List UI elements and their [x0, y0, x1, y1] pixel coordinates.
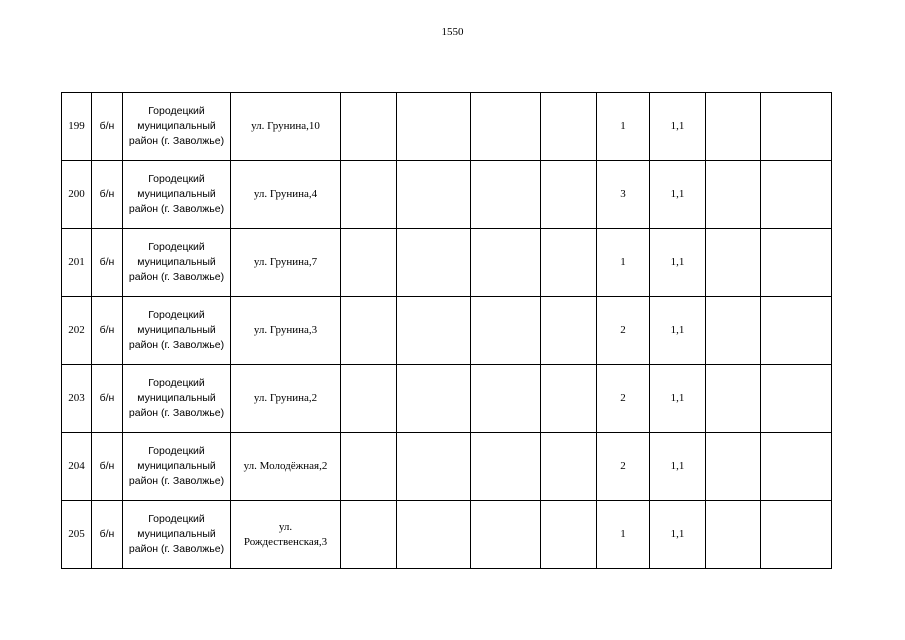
empty-cell [706, 433, 761, 501]
district-line: район (г. Заволжье) [128, 135, 225, 147]
address-line: ул. Грунина,3 [253, 324, 318, 336]
row-number: 204 [62, 433, 92, 501]
district-line: Городецкий [148, 513, 205, 525]
district-cell [123, 161, 231, 229]
empty-cell [761, 365, 832, 433]
district-line: муниципальный [137, 324, 216, 336]
empty-cell [471, 365, 541, 433]
table-row [62, 297, 832, 365]
empty-cell [471, 93, 541, 161]
count-cell: 2 [597, 433, 650, 501]
district-line: муниципальный [137, 188, 216, 200]
empty-cell [397, 93, 471, 161]
row-code: б/н [92, 161, 123, 229]
empty-cell [541, 501, 597, 569]
district-line: район (г. Заволжье) [128, 475, 225, 487]
row-number: 202 [62, 297, 92, 365]
empty-cell [541, 297, 597, 365]
rate-cell: 1,1 [650, 93, 706, 161]
empty-cell [761, 297, 832, 365]
district-line: Городецкий [148, 173, 205, 185]
page-number: 1550 [441, 26, 464, 38]
empty-cell [541, 433, 597, 501]
empty-cell [541, 365, 597, 433]
empty-cell [397, 229, 471, 297]
empty-cell [761, 93, 832, 161]
row-code: б/н [92, 297, 123, 365]
row-number: 200 [62, 161, 92, 229]
district-line: район (г. Заволжье) [128, 407, 225, 419]
district-cell [123, 229, 231, 297]
address-cell [231, 365, 341, 433]
district-line: район (г. Заволжье) [128, 203, 225, 215]
address-cell [231, 297, 341, 365]
table-row [62, 229, 832, 297]
table-row [62, 93, 832, 161]
district-line: район (г. Заволжье) [128, 339, 225, 351]
district-line: Городецкий [148, 377, 205, 389]
empty-cell [761, 161, 832, 229]
count-cell: 2 [597, 297, 650, 365]
district-line: муниципальный [137, 120, 216, 132]
empty-cell [541, 161, 597, 229]
empty-cell [397, 501, 471, 569]
district-cell [123, 433, 231, 501]
empty-cell [341, 93, 397, 161]
district-cell [123, 501, 231, 569]
count-cell: 1 [597, 93, 650, 161]
district-line: район (г. Заволжье) [128, 271, 225, 283]
district-cell [123, 365, 231, 433]
address-cell [231, 501, 341, 569]
district-line: район (г. Заволжье) [128, 543, 225, 555]
count-cell: 1 [597, 229, 650, 297]
district-line: муниципальный [137, 392, 216, 404]
district-line: муниципальный [137, 528, 216, 540]
row-code: б/н [92, 229, 123, 297]
empty-cell [397, 365, 471, 433]
empty-cell [397, 161, 471, 229]
empty-cell [706, 501, 761, 569]
empty-cell [397, 433, 471, 501]
address-line: ул. Грунина,4 [253, 188, 318, 200]
district-line: Городецкий [148, 309, 205, 321]
empty-cell [761, 229, 832, 297]
table-row [62, 365, 832, 433]
district-cell [123, 93, 231, 161]
address-cell [231, 229, 341, 297]
empty-cell [706, 93, 761, 161]
count-cell: 1 [597, 501, 650, 569]
row-code: б/н [92, 501, 123, 569]
district-line: муниципальный [137, 460, 216, 472]
empty-cell [541, 229, 597, 297]
empty-cell [341, 229, 397, 297]
empty-cell [341, 297, 397, 365]
count-cell: 2 [597, 365, 650, 433]
row-code: б/н [92, 433, 123, 501]
address-cell [231, 93, 341, 161]
empty-cell [471, 433, 541, 501]
table-row [62, 501, 832, 569]
empty-cell [706, 229, 761, 297]
row-code: б/н [92, 93, 123, 161]
district-line: Городецкий [148, 105, 205, 117]
rate-cell: 1,1 [650, 501, 706, 569]
empty-cell [471, 501, 541, 569]
address-line: Рождественская,3 [243, 535, 328, 548]
address-cell [231, 433, 341, 501]
address-line: ул. Молодёжная,2 [243, 460, 328, 472]
empty-cell [397, 297, 471, 365]
rate-cell: 1,1 [650, 365, 706, 433]
district-line: муниципальный [137, 256, 216, 268]
count-cell: 3 [597, 161, 650, 229]
rate-cell: 1,1 [650, 297, 706, 365]
empty-cell [341, 433, 397, 501]
empty-cell [341, 365, 397, 433]
empty-cell [761, 433, 832, 501]
table-row [62, 161, 832, 229]
address-line: ул. [278, 520, 293, 533]
empty-cell [471, 297, 541, 365]
empty-cell [706, 161, 761, 229]
district-cell [123, 297, 231, 365]
address-cell [231, 161, 341, 229]
empty-cell [341, 501, 397, 569]
registry-table [61, 92, 832, 569]
row-number: 205 [62, 501, 92, 569]
empty-cell [706, 365, 761, 433]
rate-cell: 1,1 [650, 229, 706, 297]
empty-cell [471, 161, 541, 229]
empty-cell [341, 161, 397, 229]
table-row [62, 433, 832, 501]
row-number: 203 [62, 365, 92, 433]
rate-cell: 1,1 [650, 161, 706, 229]
address-line: ул. Грунина,2 [253, 392, 318, 404]
row-number: 201 [62, 229, 92, 297]
row-code: б/н [92, 365, 123, 433]
rate-cell: 1,1 [650, 433, 706, 501]
row-number: 199 [62, 93, 92, 161]
district-line: Городецкий [148, 241, 205, 253]
district-line: Городецкий [148, 445, 205, 457]
empty-cell [541, 93, 597, 161]
address-line: ул. Грунина,7 [253, 256, 318, 268]
empty-cell [761, 501, 832, 569]
empty-cell [471, 229, 541, 297]
empty-cell [706, 297, 761, 365]
address-line: ул. Грунина,10 [251, 120, 320, 132]
